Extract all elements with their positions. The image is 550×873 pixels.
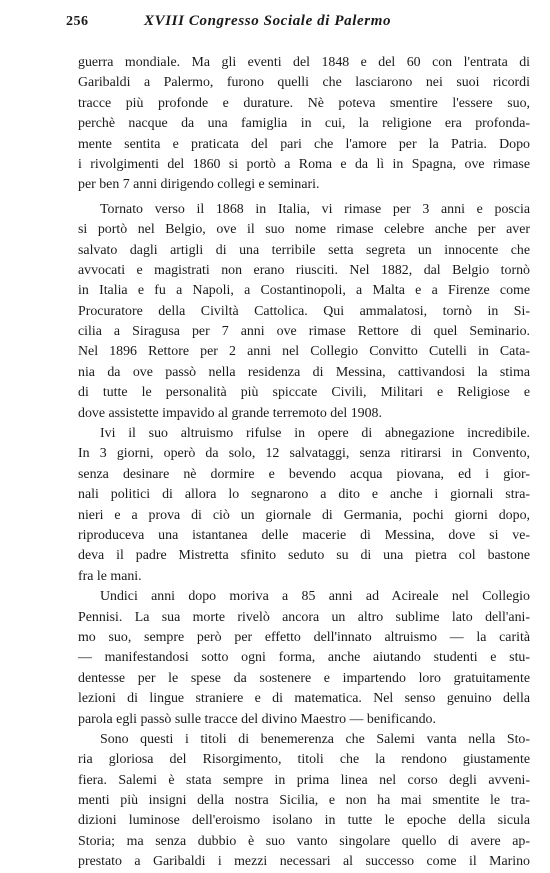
text-line: In 3 giorni, operò da solo, 12 salvataggi, senza ritirarsi in Convento, (78, 446, 530, 462)
text-line: riproduceva una istantanea delle macerie di Messina, dove si ve- (78, 527, 530, 543)
text-line: ria gloriosa del Risorgimento, titoli che la rendono giustamente (78, 752, 530, 768)
text-line: mente sentita e praticata del pari che l'amore per la Patria. Dopo (78, 136, 530, 152)
text-line: senza desinare nè dormire e bevendo acqua piovana, ed i gior- (78, 466, 530, 482)
text-line: salvato dagli artigli di una terribile setta segreta un innocente che (78, 242, 530, 258)
running-title: XVIII Congresso Sociale di Palermo (144, 13, 392, 29)
text-line: fiera. Salemi è stata sempre in prima linea nel corso degli avveni- (78, 772, 530, 788)
text-line: prestato a Garibaldi i mezzi necessari al successo come il Marino (78, 854, 530, 870)
paragraph-first-line: Ivi il suo altruismo rifulse in opere di abnegazione incredibile. (100, 426, 530, 442)
paragraph-first-line: Sono questi i titoli di benemerenza che Salemi vanta nella Sto- (100, 731, 530, 747)
paragraph-first-line: Undici anni dopo moriva a 85 anni ad Acireale nel Collegio (100, 589, 530, 605)
text-line: nieri e a prova di ciò un giornale di Germania, pochi giorni dopo, (78, 507, 530, 523)
text-line: menti più insigni della nostra Sicilia, e non ha mai smentite le tra- (78, 793, 530, 809)
text-line: dizioni luminose dell'eroismo isolano in tutte le epoche della sicula (78, 813, 530, 829)
text-line: lezioni di lingue straniere e di matematica. Nel senso genuino della (78, 691, 530, 707)
text-line: tracce più profonde e durature. Nè poteva smentire l'essere suo, (78, 95, 530, 111)
page-number: 256 (66, 14, 89, 29)
text-line: perchè nacque da una famiglia in cui, la religione era profonda- (78, 116, 530, 132)
text-line: dove assistette impavido al grande terremoto del 1908. (78, 405, 382, 421)
text-line: per ben 7 anni dirigendo collegi e seminari. (78, 177, 320, 193)
text-line: Nel 1896 Rettore per 2 anni nel Collegio Convitto Cutelli in Cata- (78, 344, 530, 360)
text-line: i rivolgimenti del 1860 si portò a Roma e da lì in Spagna, ove rimase (78, 156, 530, 172)
text-line: guerra mondiale. Ma gli eventi del 1848 e del 60 con l'entrata di (78, 55, 530, 70)
body-text (78, 53, 530, 873)
page-header (66, 12, 528, 34)
text-line: nali politici di allora lo segnarono a dito e anche i giornali stra- (78, 487, 530, 503)
text-line: nia da ove passò nella residenza di Messina, cattivandosi la stima (78, 364, 530, 380)
text-line: fra le mani. (78, 568, 142, 584)
text-line: Procuratore della Civiltà Cattolica. Qui ammalatosi, tornò in Si- (78, 303, 530, 319)
paragraph-first-line: Tornato verso il 1868 in Italia, vi rimase per 3 anni e poscia (100, 201, 530, 217)
text-line: Storia; ma senza dubbio è suo vanto singolare quello di avere ap- (78, 833, 530, 849)
text-line: mo suo, sempre però per effetto dell'innato altruismo — la carità (78, 629, 530, 645)
text-line: Pennisi. La sua morte rivelò ancora un altro sublime lato dell'ani- (78, 609, 530, 625)
text-line: parola egli passò sulle tracce del divino Maestro — benificando. (78, 711, 436, 727)
text-line: si portò nel Belgio, ove il suo nome rimase celebre anche per aver (78, 222, 530, 238)
text-line: avvocati e magistrati non erano riusciti. Nel 1882, dal Belgio tornò (78, 262, 530, 278)
text-line: deva il padre Mistretta sfinito seduto su di una pietra col bastone (78, 548, 530, 564)
text-line: cilia a Siragusa per 7 anni ove rimase Rettore di quel Seminario. (78, 324, 530, 340)
text-line: dentesse per le spese da sostenere e impartendo loro gratuitamente (78, 670, 530, 686)
text-line: di tutte le personalità più spiccate Civili, Militari e Religiose e (78, 385, 530, 401)
text-line: in Italia e fu a Napoli, a Costantinopoli, a Malta e a Firenze come (78, 283, 530, 299)
text-line: — manifestandosi sotto ogni forma, anche aiutando studenti e stu- (78, 650, 530, 666)
text-line: Garibaldi a Palermo, furono quelli che lasciarono nei suoi ricordi (78, 75, 530, 91)
